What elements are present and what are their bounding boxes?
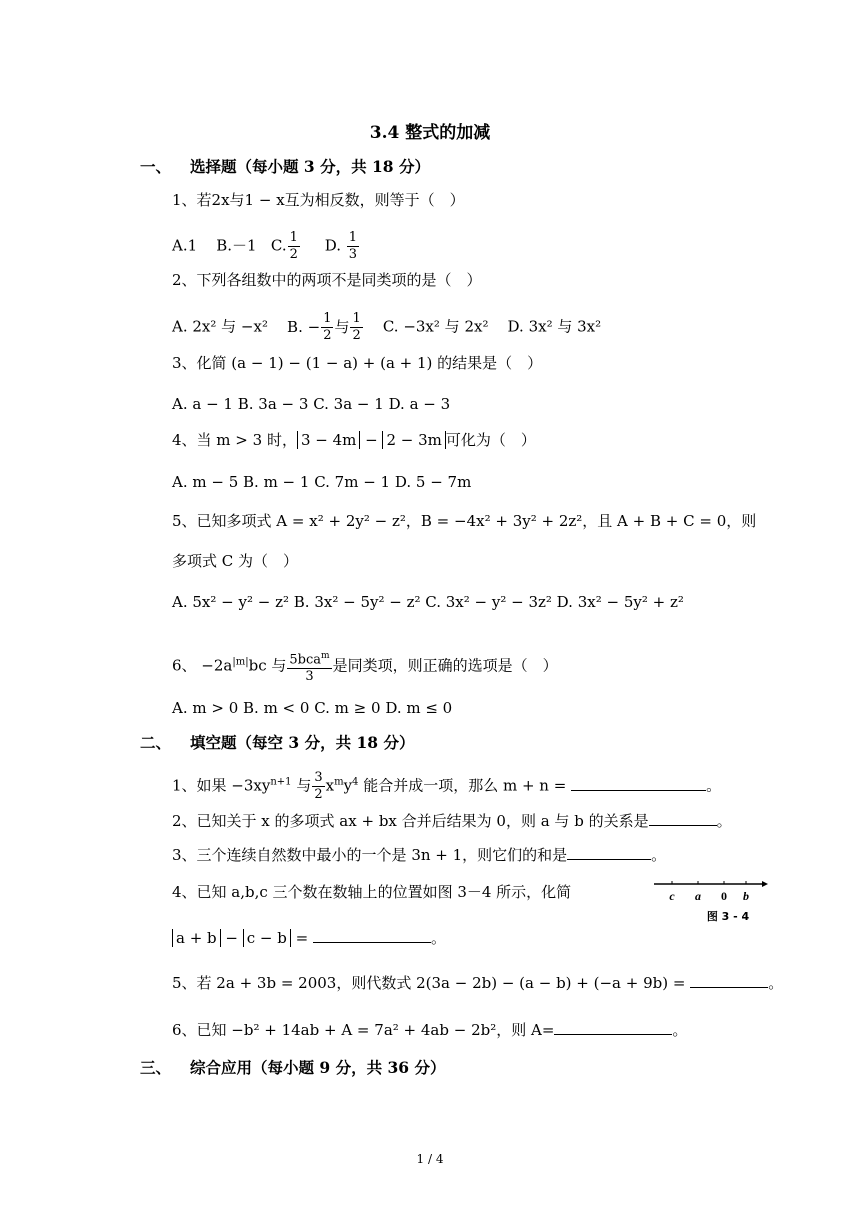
section-2-number: 二、 <box>140 733 172 752</box>
q1-option-c-fraction: $\frac{1}{2}$ <box>289 230 298 262</box>
fill-q6: 6、已知 −b² + 14ab + A = 7a² + 4ab − 2b²，则 A= 。 <box>172 1021 688 1039</box>
q2-option-d: D. 3x² 与 3x² <box>507 317 602 336</box>
q1-option-b: B.－1 <box>216 236 257 255</box>
page-number: 1 / 4 <box>416 1152 444 1166</box>
fill-q3-blank[interactable] <box>567 845 651 860</box>
q1-option-d-fraction: $\frac{1}{3}$ <box>348 230 358 262</box>
section-1-number: 一、 <box>140 157 172 176</box>
q1-options <box>172 230 360 263</box>
number-line-arrow <box>762 881 768 887</box>
q4-stem: 4、当 m > 3 时， 3 − 4m − 2 − 3m 可化为（ ） <box>172 431 536 449</box>
q3-stem: 3、化简 (a − 1) − (1 − a) + (a + 1) 的结果是（ ） <box>172 354 543 372</box>
fill-q1: 1、如果 $-3xy^{n+1}$ 与 $\frac{3}{2}$ $x^my^4$ 能合并成一项，那么 m + n = 。 <box>172 770 722 802</box>
figure-caption: 图 3 - 4 <box>706 910 750 923</box>
q6-fraction: 5bca$^m$ 3 <box>287 648 331 685</box>
number-line-label-b: b <box>743 889 749 903</box>
fill-q5: 5、若 2a + 3b = 2003，则代数式 2(3a − 2b) − (a − b) + (−a + 9b) = 。 <box>172 974 784 992</box>
q2-options <box>172 311 601 344</box>
number-line-label-a: a <box>695 889 701 903</box>
fill-q5-blank[interactable] <box>690 973 768 988</box>
number-line-label-zero: 0 <box>721 889 727 903</box>
number-line-figure <box>650 872 768 924</box>
page-title: 3.4 整式的加减 <box>369 123 491 143</box>
q1-option-d: D. <box>324 236 341 255</box>
q4-abs-2: 2 − 3m <box>382 431 445 449</box>
q5-options: A. 5x² − y² − z² B. 3x² − 5y² − z² C. 3x² − y² − 3z² D. 3x² − 5y² + z² <box>172 593 684 611</box>
q3-options: A. a − 1 B. 3a − 3 C. 3a − 1 D. a − 3 <box>172 395 451 413</box>
q5-stem-2: 多项式 C 为（ ） <box>172 552 299 570</box>
q2-option-a: A. 2x² 与 −x² <box>172 317 268 336</box>
q2-option-c: C. −3x² 与 2x² <box>382 317 489 336</box>
section-3-title: 综合应用（每小题 9 分，共 36 分） <box>190 1058 446 1077</box>
fill-q6-blank[interactable] <box>554 1020 672 1035</box>
fill-q2-blank[interactable] <box>649 811 717 826</box>
q1-option-a: A.1 <box>172 236 198 255</box>
section-1-title: 选择题（每小题 3 分，共 18 分） <box>190 157 430 176</box>
q5-stem: 5、已知多项式 A = x² + 2y² − z²，B = −4x² + 3y² + 2z²，且 A + B + C = 0，则 <box>172 512 757 530</box>
number-line-label-c: c <box>669 889 675 903</box>
q2-stem: 2、下列各组数中的两项不是同类项的是（ ） <box>172 271 482 289</box>
q1-stem: 1、若2x与1 − x互为相反数，则等于（ ） <box>172 191 465 209</box>
q6-stem: 6、 $-2a^{|m|}bc$ 与 5bca$^m$ 3 是同类项，则正确的选项是（ ） <box>172 648 558 685</box>
fill-q4-blank[interactable] <box>313 928 431 943</box>
q4-options: A. m − 5 B. m − 1 C. 7m − 1 D. 5 − 7m <box>172 473 472 491</box>
section-2-title: 填空题（每空 3 分，共 18 分） <box>190 733 415 752</box>
fill-q4-expression: a + b − c − b = 。 <box>172 928 446 948</box>
section-3-number: 三、 <box>140 1058 172 1077</box>
fill-q3: 3、三个连续自然数中最小的一个是 3n + 1，则它们的和是 。 <box>172 846 667 864</box>
fill-q1-blank[interactable] <box>571 776 706 791</box>
q4-abs-1: 3 − 4m <box>297 431 360 449</box>
q1-option-c: C. <box>270 236 287 255</box>
fill-q2: 2、已知关于 x 的多项式 ax + bx 合并后结果为 0，则 a 与 b 的关系是 。 <box>172 812 732 830</box>
q2-option-b: B. − $\frac{1}{2}$ 与 $\frac{1}{2}$ <box>287 311 361 343</box>
q6-options: A. m > 0 B. m < 0 C. m ≥ 0 D. m ≤ 0 <box>172 699 453 717</box>
fill-q4: 4、已知 a,b,c 三个数在数轴上的位置如图 3－4 所示，化简 <box>172 883 572 901</box>
